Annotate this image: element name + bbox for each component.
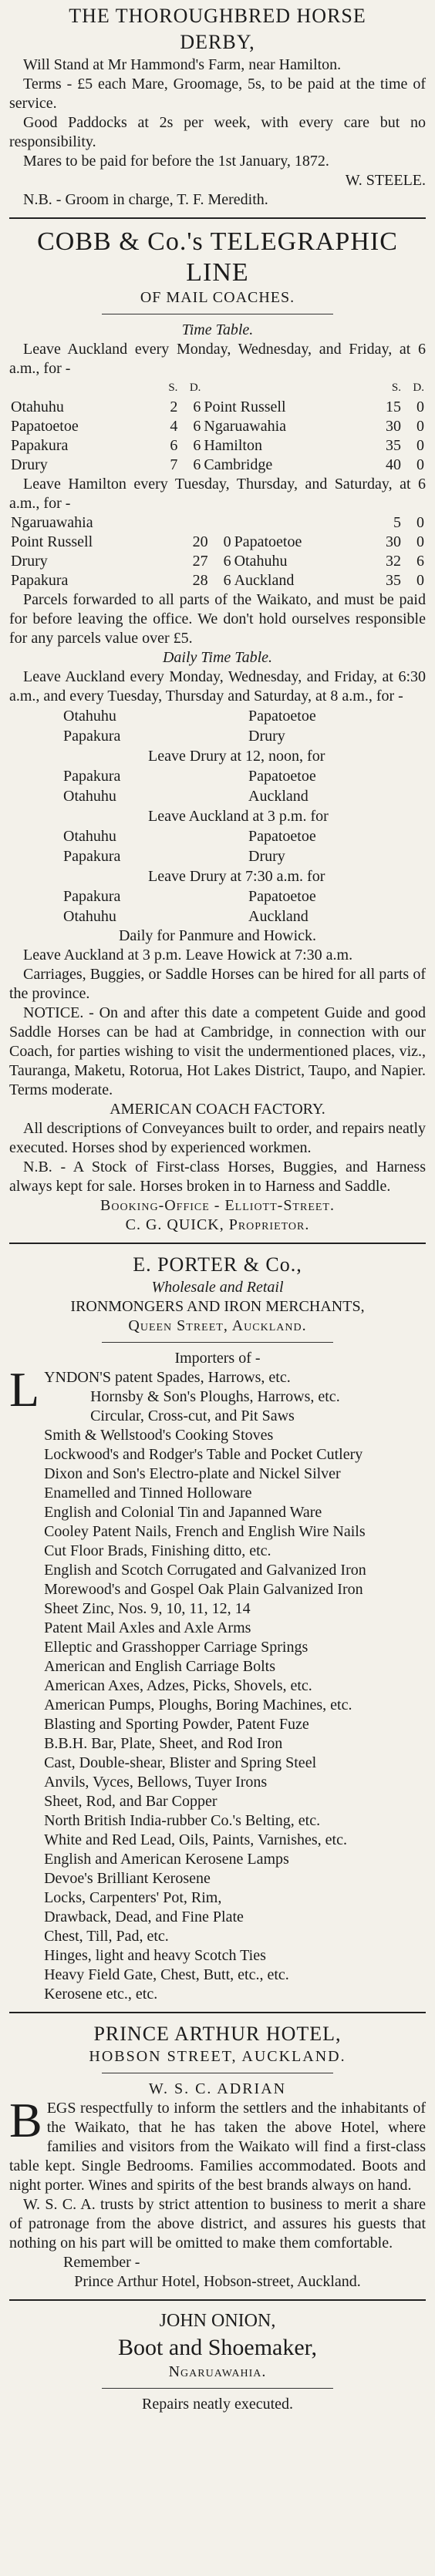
ad1-horse-name: DERBY, xyxy=(180,31,255,53)
ad1-payment: Mares to be paid for before the 1st January, 1872. xyxy=(23,153,329,170)
ad4-address: Prince Arthur Hotel, Hobson-street, Auckland. xyxy=(74,2273,361,2290)
ad2-carriages: Carriages, Buggies, or Saddle Horses can be hired for all parts of the province. xyxy=(9,966,426,1002)
fare-amount: 0 xyxy=(223,533,231,550)
ad2-stock-note: N.B. - A Stock of First-class Horses, Buggies, and Harness always kept for sale. Horses broken in to Harness and Saddle. xyxy=(9,1159,426,1195)
fare-rows-2 xyxy=(9,513,426,590)
goods-item: Morewood's and Gospel Oak Plain Galvanized Iron xyxy=(44,1581,363,1598)
fare-amount: 30 xyxy=(386,533,401,550)
ad2-hamilton-departure: Leave Hamilton every Tuesday, Thursday, and Saturday, at 6 a.m., for - xyxy=(9,476,426,512)
goods-item: Patent Mail Axles and Axle Arms xyxy=(44,1619,251,1636)
schedule-stop: Papakura xyxy=(63,848,121,865)
goods-item: Sheet, Rod, and Bar Copper xyxy=(44,1793,218,1810)
schedule-stop: Papatoetoe xyxy=(248,828,316,845)
fare-place: Drury xyxy=(11,456,48,473)
goods-item: English and Scotch Corrugated and Galvanized Iron xyxy=(44,1562,366,1579)
fare-amount: 0 xyxy=(416,456,424,473)
fare-amount: 0 xyxy=(416,418,424,435)
fare-place: Drury xyxy=(11,553,48,570)
schedule-stop: Papakura xyxy=(63,768,121,785)
divider xyxy=(102,1342,333,1343)
daily-schedule xyxy=(9,706,426,926)
ad-thoroughbred-horse xyxy=(9,3,426,210)
schedule-stop: Auckland xyxy=(248,908,309,925)
ad4-patronage: W. S. C. A. trusts by strict attention to business to merit a share of patronage from the above district, and assures his guests that nothing on his part will be omitted to make them comfortable. xyxy=(9,2196,426,2251)
fare-amount: 32 xyxy=(386,553,401,570)
goods-item: YNDON'S patent Spades, Harrows, etc. xyxy=(44,1369,291,1386)
fare-amount: 6 xyxy=(223,553,231,570)
fare-amount: 7 xyxy=(170,456,178,473)
schedule-stop: Papatoetoe xyxy=(248,768,316,785)
goods-item: Elleptic and Grasshopper Carriage Springs xyxy=(44,1639,309,1656)
goods-item: Cooley Patent Nails, French and English Wire Nails xyxy=(44,1523,366,1540)
fare-row xyxy=(9,436,426,456)
schedule-stop: Auckland xyxy=(248,788,309,805)
goods-item: Sheet Zinc, Nos. 9, 10, 11, 12, 14 xyxy=(44,1600,251,1617)
fare-amount: 35 xyxy=(386,437,401,454)
ad-john-onion xyxy=(9,2309,426,2414)
fare-amount: 20 xyxy=(192,533,208,550)
ad3-dropcap: L xyxy=(9,1362,40,1417)
fare-place: Auckland xyxy=(234,572,295,589)
divider xyxy=(102,2388,333,2389)
schedule-stop: Drury xyxy=(248,848,285,865)
goods-item: American Axes, Adzes, Picks, Shovels, etc. xyxy=(44,1677,312,1694)
ad-cobb-coaches xyxy=(9,227,426,1235)
goods-item: Dixon and Son's Electro-plate and Nickel Silver xyxy=(44,1465,341,1482)
fare-amount: 0 xyxy=(416,399,424,415)
fare-amount xyxy=(187,513,210,533)
fare-row xyxy=(9,398,426,417)
ad2-daily-departure: Leave Auckland every Monday, Wednesday, and Friday, at 6:30 a.m., and every Tuesday, Thursday and Saturday, at 8 a.m., for - xyxy=(9,668,426,705)
schedule-stops xyxy=(9,906,426,926)
schedule-stops xyxy=(9,826,426,846)
fare-amount: 30 xyxy=(386,418,401,435)
goods-item: Locks, Carpenters' Pot, Rim, xyxy=(44,1889,222,1906)
ad5-place: Ngaruawahia. xyxy=(168,2363,267,2380)
goods-item: Heavy Field Gate, Chest, Butt, etc., etc. xyxy=(44,1966,289,1983)
fare-place: Otahuhu xyxy=(234,553,288,570)
fare-table-auckland xyxy=(9,378,426,475)
fare-place: Ngaruawahia xyxy=(11,514,93,531)
ad-prince-arthur-hotel xyxy=(9,2021,426,2292)
schedule-stop: Papatoetoe xyxy=(248,888,316,905)
ad2-daily-label: Daily Time Table. xyxy=(162,649,273,666)
goods-item: Hinges, light and heavy Scotch Ties xyxy=(44,1947,266,1964)
ad2-panmure: Daily for Panmure and Howick. xyxy=(118,927,317,944)
fare-table-header: S. D. S. D. xyxy=(168,382,424,394)
schedule-stop: Otahuhu xyxy=(63,908,116,925)
fare-place: Papakura xyxy=(11,437,69,454)
schedule-stop: Papakura xyxy=(63,888,121,905)
ad4-announcement: EGS respectfully to inform the settlers and the inhabitants of the Waikato, that he has taken the above Hotel, where families and visitors from the Waikato will find a first-class table kept. Single Bedrooms. Families accommodated. Boots and night porter. Wines and spirits of the best brands always on hand. xyxy=(9,2100,426,2194)
goods-item: Lockwood's and Rodger's Table and Pocket Cutlery xyxy=(44,1446,363,1463)
ad2-subtitle: OF MAIL COACHES. xyxy=(140,289,295,306)
ad5-name: JOHN ONION, xyxy=(159,2311,276,2331)
goods-item: American and English Carriage Bolts xyxy=(44,1658,276,1675)
goods-item: White and Red Lead, Oils, Paints, Varnishes, etc. xyxy=(44,1831,347,1848)
ad1-terms: Terms - £5 each Mare, Groomage, 5s, to be paid at the time of service. xyxy=(9,76,426,112)
fare-place xyxy=(233,513,379,533)
ad5-trade: Boot and Shoemaker, xyxy=(118,2335,317,2360)
goods-item: Hornsby & Son's Ploughs, Harrows, etc. xyxy=(90,1388,340,1405)
ad3-trade: IRONMONGERS AND IRON MERCHANTS, xyxy=(70,1298,365,1315)
fare-amount: 0 xyxy=(416,572,424,589)
ad3-importers: Importers of - xyxy=(174,1350,261,1367)
schedule-departure: Leave Drury at 7:30 a.m. for xyxy=(148,868,325,885)
fare-place: Hamilton xyxy=(204,437,262,454)
ad2-notice: NOTICE. - On and after this date a competent Guide and good Saddle Horses can be had at Cambridge, in connection with our Coach, for parties wishing to visit the undermentioned places, viz., Tauranga, Maketu, Rotorua, Hot Lakes District, Taupo, and Napier. Terms moderate. xyxy=(9,1004,426,1098)
ad1-signature: W. STEELE. xyxy=(345,172,426,189)
ad2-proprietor: C. G. QUICK, Proprietor. xyxy=(125,1216,310,1233)
ad1-title: THE THOROUGHBRED HORSE xyxy=(69,5,366,27)
goods-item: Cut Floor Brads, Finishing ditto, etc. xyxy=(44,1542,271,1559)
fare-amount: 6 xyxy=(416,553,424,570)
fare-amount: 40 xyxy=(386,456,401,473)
fare-rows-1 xyxy=(9,398,426,475)
ad2-factory-heading: AMERICAN COACH FACTORY. xyxy=(110,1101,325,1118)
fare-row xyxy=(9,456,426,475)
ad2-title: COBB & Co.'s TELEGRAPHIC LINE xyxy=(37,227,398,287)
fare-amount: 15 xyxy=(386,399,401,415)
fare-place: Cambridge xyxy=(204,456,273,473)
ad1-paddocks: Good Paddocks at 2s per week, with every care but no responsibility. xyxy=(9,114,426,150)
fare-row xyxy=(9,571,426,590)
ad4-title: PRINCE ARTHUR HOTEL, xyxy=(93,2023,342,2045)
fare-amount: 2 xyxy=(170,399,178,415)
ad4-proprietor-name: W. S. C. ADRIAN xyxy=(148,2080,287,2097)
goods-item: North British India-rubber Co.'s Belting, etc. xyxy=(44,1812,321,1829)
fare-row xyxy=(9,417,426,436)
ad4-body xyxy=(9,2093,426,2195)
goods-item: English and Colonial Tin and Japanned Ware xyxy=(44,1504,322,1521)
fare-amount: 6 xyxy=(193,399,201,415)
ad1-location: Will Stand at Mr Hammond's Farm, near Hamilton. xyxy=(23,56,342,73)
fare-amount: 28 xyxy=(192,572,208,589)
ad5-repairs: Repairs neatly executed. xyxy=(141,2396,294,2413)
goods-item: Chest, Till, Pad, etc. xyxy=(44,1928,169,1945)
fare-row xyxy=(9,533,426,552)
goods-item: Kerosene etc., etc. xyxy=(44,1986,158,2003)
fare-place: Ngaruawahia xyxy=(204,418,287,435)
fare-amount: 0 xyxy=(416,437,424,454)
divider xyxy=(9,217,426,219)
divider xyxy=(9,1243,426,1244)
schedule-stop: Drury xyxy=(248,728,285,745)
ad2-timetable-label: Time Table. xyxy=(181,321,254,338)
divider xyxy=(9,2299,426,2301)
fare-amount: 6 xyxy=(223,572,231,589)
fare-place: Papakura xyxy=(11,572,69,589)
fare-amount: 6 xyxy=(193,437,201,454)
ad4-dropcap: B xyxy=(9,2093,42,2147)
schedule-stop: Papatoetoe xyxy=(248,708,316,725)
fare-place: Papatoetoe xyxy=(11,418,79,435)
ad2-parcels: Parcels forwarded to all parts of the Waikato, and must be paid for before leaving the office. We don't hold ourselves responsible for any parcels value over £5. xyxy=(9,591,426,647)
schedule-stop: Papakura xyxy=(63,728,121,745)
ad3-goods-items xyxy=(44,1368,426,2004)
schedule-stops xyxy=(9,766,426,786)
schedule-stops xyxy=(9,706,426,726)
ad1-groom-note: N.B. - Groom in charge, T. F. Meredith. xyxy=(23,191,268,208)
fare-amount: 0 xyxy=(416,533,424,550)
goods-item: Blasting and Sporting Powder, Patent Fuze xyxy=(44,1716,309,1733)
ad2-auckland-departure: Leave Auckland every Monday, Wednesday, and Friday, at 6 a.m., for - xyxy=(9,341,426,377)
fare-amount: 6 xyxy=(193,418,201,435)
fare-amount: 6 xyxy=(170,437,178,454)
schedule-stop: Otahuhu xyxy=(63,708,116,725)
ad-e-porter xyxy=(9,1252,426,2004)
fare-amount: 0 xyxy=(416,514,424,531)
schedule-stops xyxy=(9,726,426,746)
fare-row xyxy=(9,552,426,571)
fare-place: Papatoetoe xyxy=(234,533,302,550)
newspaper-column xyxy=(9,0,426,2414)
ad4-remember: Remember - xyxy=(63,2254,140,2271)
schedule-departure: Leave Drury at 12, noon, for xyxy=(148,748,325,765)
schedule-stops xyxy=(9,886,426,906)
fare-amount: 27 xyxy=(192,553,208,570)
ad3-title: E. PORTER & Co., xyxy=(133,1253,302,1276)
goods-item: Circular, Cross-cut, and Pit Saws xyxy=(90,1407,295,1424)
fare-amount xyxy=(210,513,233,533)
divider xyxy=(9,2012,426,2013)
goods-item: Smith & Wellstood's Cooking Stoves xyxy=(44,1427,274,1444)
schedule-stop: Otahuhu xyxy=(63,828,116,845)
fare-place: Otahuhu xyxy=(11,399,64,415)
fare-row xyxy=(9,513,426,533)
goods-item: Devoe's Brilliant Kerosene xyxy=(44,1870,211,1887)
goods-item: American Pumps, Ploughs, Boring Machines, etc. xyxy=(44,1697,352,1713)
goods-item: Anvils, Vyces, Bellows, Tuyer Irons xyxy=(44,1774,268,1791)
fare-amount: 4 xyxy=(170,418,178,435)
ad2-conveyances: All descriptions of Conveyances built to order, and repairs neatly executed. Horses shod by experienced workmen. xyxy=(9,1120,426,1156)
schedule-departure: Leave Auckland at 3 p.m. for xyxy=(148,808,329,825)
schedule-stops xyxy=(9,846,426,866)
goods-item: Enamelled and Tinned Holloware xyxy=(44,1485,252,1502)
fare-amount: 5 xyxy=(393,514,401,531)
goods-item: B.B.H. Bar, Plate, Sheet, and Rod Iron xyxy=(44,1735,283,1752)
goods-item: English and American Kerosene Lamps xyxy=(44,1851,289,1868)
fare-amount: 35 xyxy=(386,572,401,589)
schedule-stop: Otahuhu xyxy=(63,788,116,805)
fare-place: Point Russell xyxy=(11,533,93,550)
ad3-wholesale: Wholesale and Retail xyxy=(151,1279,284,1296)
ad2-howick: Leave Auckland at 3 p.m. Leave Howick at 7:30 a.m. xyxy=(23,947,353,963)
ad3-address: Queen Street, Auckland. xyxy=(128,1317,307,1334)
fare-place: Point Russell xyxy=(204,399,286,415)
ad2-booking-office: Booking-Office - Elliott-Street. xyxy=(100,1197,335,1214)
ad4-street: HOBSON STREET, AUCKLAND. xyxy=(89,2048,346,2065)
goods-item: Drawback, Dead, and Fine Plate xyxy=(44,1908,244,1925)
fare-amount: 6 xyxy=(193,456,201,473)
goods-item: Cast, Double-shear, Blister and Spring Steel xyxy=(44,1754,317,1771)
ad3-goods-list xyxy=(9,1362,426,2004)
fare-table-hamilton xyxy=(9,513,426,590)
schedule-stops xyxy=(9,786,426,806)
